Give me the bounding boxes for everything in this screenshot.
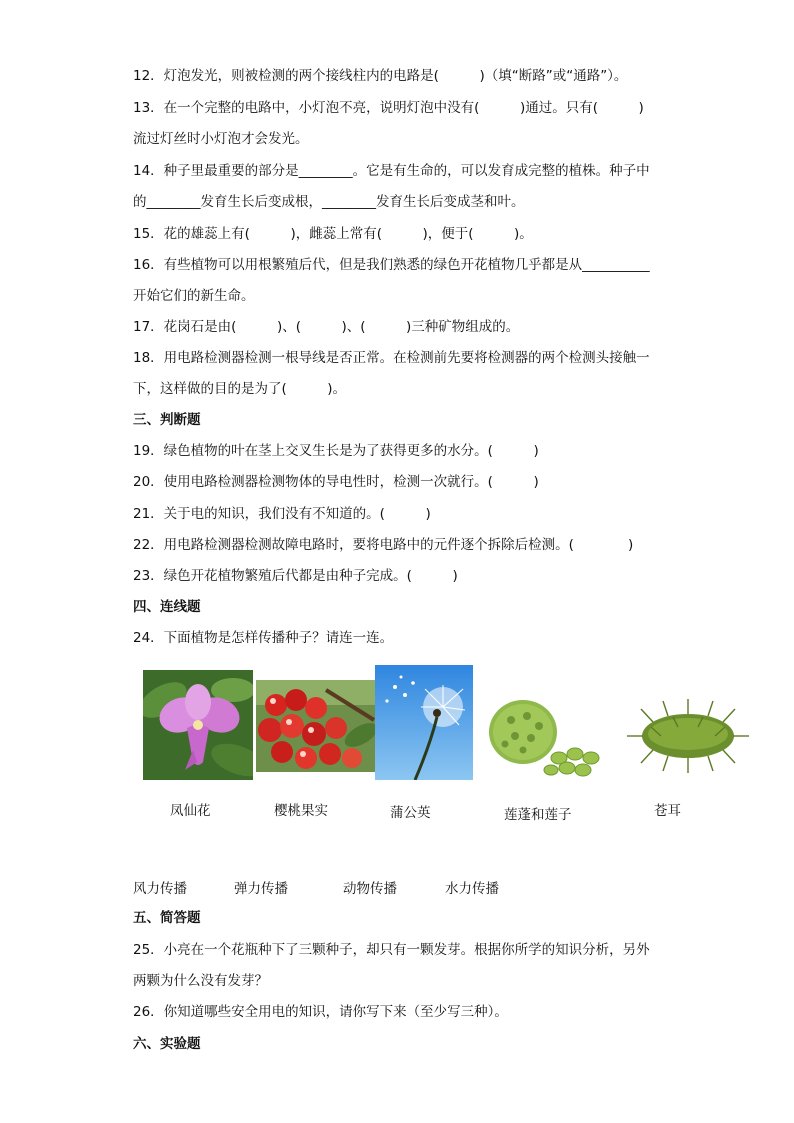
question-14-line2: 的________发育生长后变成根，________发育生长后变成茎和叶。 [133, 194, 525, 210]
balsam-flower-image [143, 670, 253, 780]
plant-label-cocklebur: 苍耳 [654, 803, 681, 819]
cherry-fruit-image [256, 680, 376, 772]
question-17: 17．花岗石是由( )、( )、( )三种矿物组成的。 [133, 319, 520, 335]
question-12: 12．灯泡发光，则被检测的两个接线柱内的电路是( )（填“断路”或“通路”）。 [133, 68, 628, 84]
plant-label-cherry: 樱桃果实 [274, 803, 328, 819]
question-14-line1: 14．种子里最重要的部分是________。它是有生命的，可以发育成完整的植株。种子中 [133, 163, 650, 179]
section-5-title: 五、简答题 [133, 910, 201, 926]
question-21: 21．关于电的知识，我们没有不知道的。( ) [133, 506, 431, 522]
question-25-line2: 两颗为什么没有发芽？ [133, 973, 268, 989]
section-4-title: 四、连线题 [133, 599, 201, 615]
method-animal: 动物传播 [343, 881, 397, 897]
section-3-title: 三、判断题 [133, 412, 201, 428]
cocklebur-image [623, 697, 753, 775]
question-25-line1: 25．小亮在一个花瓶种下了三颗种子，却只有一颗发芽。根据你所学的知识分析，另外 [133, 942, 650, 958]
plant-label-balsam: 凤仙花 [170, 803, 211, 819]
question-26: 26．你知道哪些安全用电的知识，请你写下来（至少写三种）。 [133, 1004, 508, 1020]
question-18-line2: 下，这样做的目的是为了( )。 [133, 381, 347, 397]
method-wind: 风力传播 [133, 881, 187, 897]
question-23: 23．绿色开花植物繁殖后代都是由种子完成。( ) [133, 568, 458, 584]
question-22: 22．用电路检测器检测故障电路时，要将电路中的元件逐个拆除后检测。( ) [133, 537, 634, 553]
method-water: 水力传播 [445, 881, 499, 897]
question-18-line1: 18．用电路检测器检测一根导线是否正常。在检测前先要将检测器的两个检测头接触一 [133, 350, 650, 366]
question-15: 15．花的雄蕊上有( )，雌蕊上常有( )，便于( )。 [133, 226, 533, 242]
plant-label-lotus: 莲蓬和莲子 [504, 807, 572, 823]
question-13-line2: 流过灯丝时小灯泡才会发光。 [133, 131, 309, 147]
question-16-line2: 开始它们的新生命。 [133, 288, 255, 304]
question-24: 24．下面植物是怎样传播种子？请连一连。 [133, 630, 394, 646]
section-6-title: 六、实验题 [133, 1036, 201, 1052]
question-13-line1: 13．在一个完整的电路中，小灯泡不亮，说明灯泡中没有( )通过。只有( ) [133, 100, 644, 116]
question-19: 19．绿色植物的叶在茎上交叉生长是为了获得更多的水分。( ) [133, 443, 539, 459]
dandelion-image [375, 665, 473, 780]
question-20: 20．使用电路检测器检测物体的导电性时，检测一次就行。( ) [133, 474, 539, 490]
plant-label-dandelion: 蒲公英 [390, 805, 431, 821]
method-elastic: 弹力传播 [234, 881, 288, 897]
lotus-seedpod-image [481, 692, 607, 780]
question-16-line1: 16．有些植物可以用根繁殖后代，但是我们熟悉的绿色开花植物几乎都是从__________ [133, 257, 650, 273]
